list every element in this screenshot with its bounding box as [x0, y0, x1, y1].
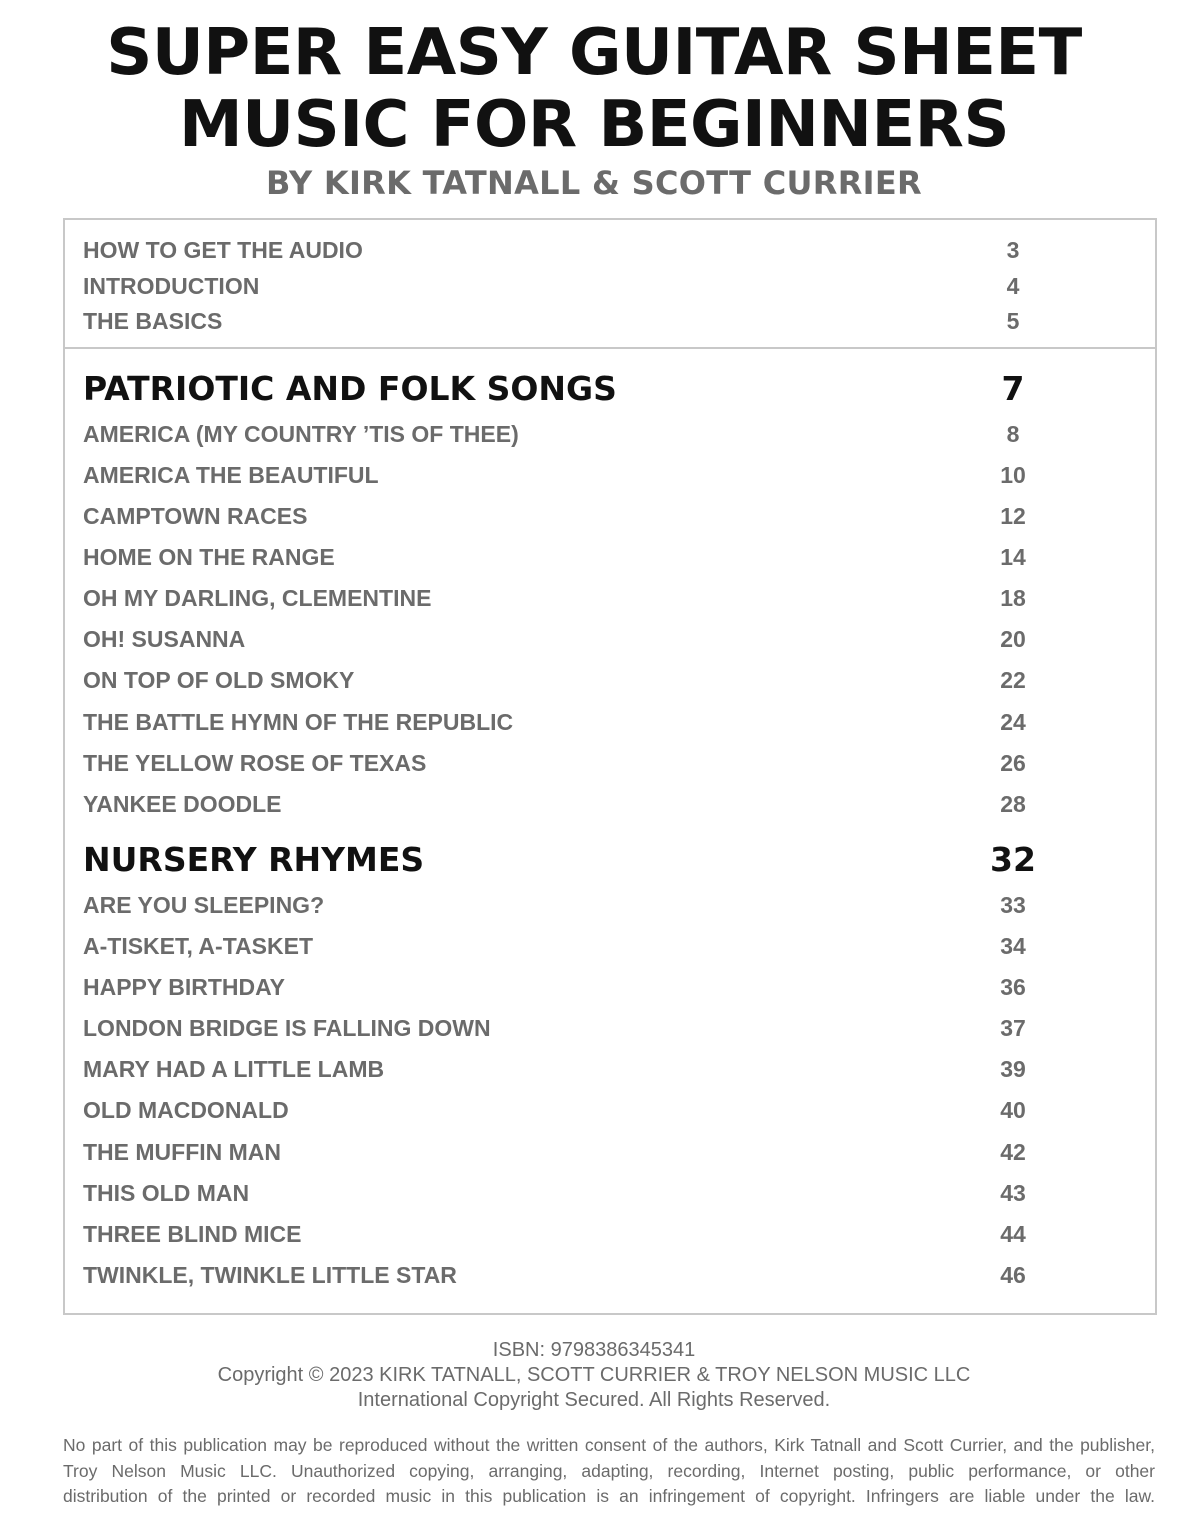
toc-row-page: 24: [1000, 709, 1026, 735]
toc-row-page: 18: [1000, 585, 1026, 611]
toc-row-label: LONDON BRIDGE IS FALLING DOWN: [83, 1015, 491, 1041]
toc-row[interactable]: [65, 500, 1159, 532]
toc-row-page: 14: [1000, 544, 1026, 570]
toc-row-label: THE BASICS: [83, 308, 223, 334]
toc-row-page: 22: [1000, 667, 1026, 693]
section-heading-patriotic[interactable]: [65, 367, 1159, 411]
toc-row-label: THE MUFFIN MAN: [83, 1139, 282, 1165]
toc-row[interactable]: [65, 747, 1159, 779]
book-title-line-2: MUSIC FOR BEGINNERS: [178, 88, 1010, 162]
toc-row-label: AMERICA THE BEAUTIFUL: [83, 462, 379, 488]
toc-row[interactable]: [65, 1218, 1159, 1250]
author-byline: BY KIRK TATNALL & SCOTT CURRIER: [266, 164, 922, 202]
toc-row[interactable]: [65, 1094, 1159, 1126]
legal-notice-line: No part of this publication may be reproduced without the written consent of the authors, Kirk Tatnall and Scott Currier, and the publisher,: [63, 1435, 1155, 1455]
section-heading-label: NURSERY RHYMES: [83, 840, 425, 879]
toc-row-page: 40: [1000, 1097, 1026, 1123]
toc-row[interactable]: [65, 788, 1159, 820]
toc-row-label: HOME ON THE RANGE: [83, 544, 335, 570]
toc-row[interactable]: [65, 664, 1159, 696]
toc-row-page: 42: [1000, 1139, 1026, 1165]
toc-row[interactable]: [65, 1136, 1159, 1168]
toc-row-page: 8: [1006, 421, 1020, 447]
toc-row[interactable]: [65, 270, 1159, 302]
toc-row-page: 44: [1000, 1221, 1026, 1247]
toc-row-label: THREE BLIND MICE: [83, 1221, 302, 1247]
section-heading-nursery[interactable]: [65, 838, 1159, 882]
legal-notice: [63, 1433, 1155, 1510]
section-heading-label: PATRIOTIC AND FOLK SONGS: [83, 369, 617, 408]
toc-row-page: 10: [1000, 462, 1026, 488]
toc-row[interactable]: [65, 706, 1159, 738]
toc-row-label: AMERICA (MY COUNTRY ’TIS OF THEE): [83, 421, 519, 447]
toc-row-page: 28: [1000, 791, 1026, 817]
toc-row[interactable]: [65, 930, 1159, 962]
toc-row-page: 12: [1000, 503, 1026, 529]
section-heading-page: 7: [1001, 369, 1025, 408]
toc-row-label: OLD MACDONALD: [83, 1097, 289, 1123]
toc-row-page: 33: [1000, 892, 1026, 918]
isbn-text: ISBN: 9798386345341: [492, 1339, 696, 1361]
toc-row[interactable]: [65, 418, 1159, 450]
toc-row-label: ON TOP OF OLD SMOKY: [83, 667, 355, 693]
toc-row-label: THE BATTLE HYMN OF THE REPUBLIC: [83, 709, 514, 735]
toc-row[interactable]: [65, 1053, 1159, 1085]
toc-row-label: HOW TO GET THE AUDIO: [83, 237, 363, 263]
legal-notice-line: Troy Nelson Music LLC. Unauthorized copying, arranging, adapting, recording, Internet posting, public performance, or other: [63, 1460, 1155, 1481]
toc-row-page: 37: [1000, 1015, 1026, 1041]
toc-row-page: 5: [1006, 308, 1020, 334]
toc-row-label: MARY HAD A LITTLE LAMB: [83, 1056, 385, 1082]
toc-row-page: 36: [1000, 974, 1026, 1000]
toc-row[interactable]: [65, 541, 1159, 573]
toc-row[interactable]: [65, 1012, 1159, 1044]
toc-row[interactable]: [65, 889, 1159, 921]
front-matter-box: [63, 218, 1157, 349]
toc-row-page: 3: [1006, 237, 1020, 263]
toc-row-label: OH! SUSANNA: [83, 626, 246, 652]
book-title-line-1: SUPER EASY GUITAR SHEET: [106, 16, 1082, 90]
toc-row-label: THIS OLD MAN: [83, 1180, 250, 1206]
section-heading-page: 32: [990, 840, 1036, 879]
toc-row[interactable]: [65, 305, 1159, 337]
toc-row[interactable]: [65, 1259, 1159, 1291]
toc-row[interactable]: [65, 1177, 1159, 1209]
copyright-text: Copyright © 2023 KIRK TATNALL, SCOTT CURRIER & TROY NELSON MUSIC LLC: [217, 1364, 971, 1386]
toc-row-label: THE YELLOW ROSE OF TEXAS: [83, 750, 427, 776]
rights-text: International Copyright Secured. All Rights Reserved.: [357, 1389, 831, 1411]
toc-row-page: 39: [1000, 1056, 1026, 1082]
toc-row[interactable]: [65, 623, 1159, 655]
toc-row-page: 20: [1000, 626, 1026, 652]
toc-row-page: 46: [1000, 1262, 1026, 1288]
toc-row-label: OH MY DARLING, CLEMENTINE: [83, 585, 432, 611]
toc-row-page: 34: [1000, 933, 1026, 959]
toc-row-label: CAMPTOWN RACES: [83, 503, 308, 529]
toc-row-page: 26: [1000, 750, 1026, 776]
toc-row[interactable]: [65, 971, 1159, 1003]
toc-row[interactable]: [65, 459, 1159, 491]
toc-row-label: INTRODUCTION: [83, 273, 260, 299]
toc-row-page: 4: [1006, 273, 1020, 299]
toc-row-label: YANKEE DOODLE: [83, 791, 282, 817]
toc-row-label: HAPPY BIRTHDAY: [83, 974, 285, 1000]
toc-row-page: 43: [1000, 1180, 1026, 1206]
toc-row[interactable]: [65, 234, 1159, 266]
toc-row-label: ARE YOU SLEEPING?: [83, 892, 325, 918]
legal-notice-line: distribution of the printed or recorded music in this publication is an infringement of copyright. Infringers are liable under the law.: [63, 1486, 1155, 1506]
toc-row-label: TWINKLE, TWINKLE LITTLE STAR: [83, 1262, 457, 1288]
song-list-box: [63, 347, 1157, 1315]
toc-row-label: A-TISKET, A-TASKET: [83, 933, 313, 959]
toc-row[interactable]: [65, 582, 1159, 614]
